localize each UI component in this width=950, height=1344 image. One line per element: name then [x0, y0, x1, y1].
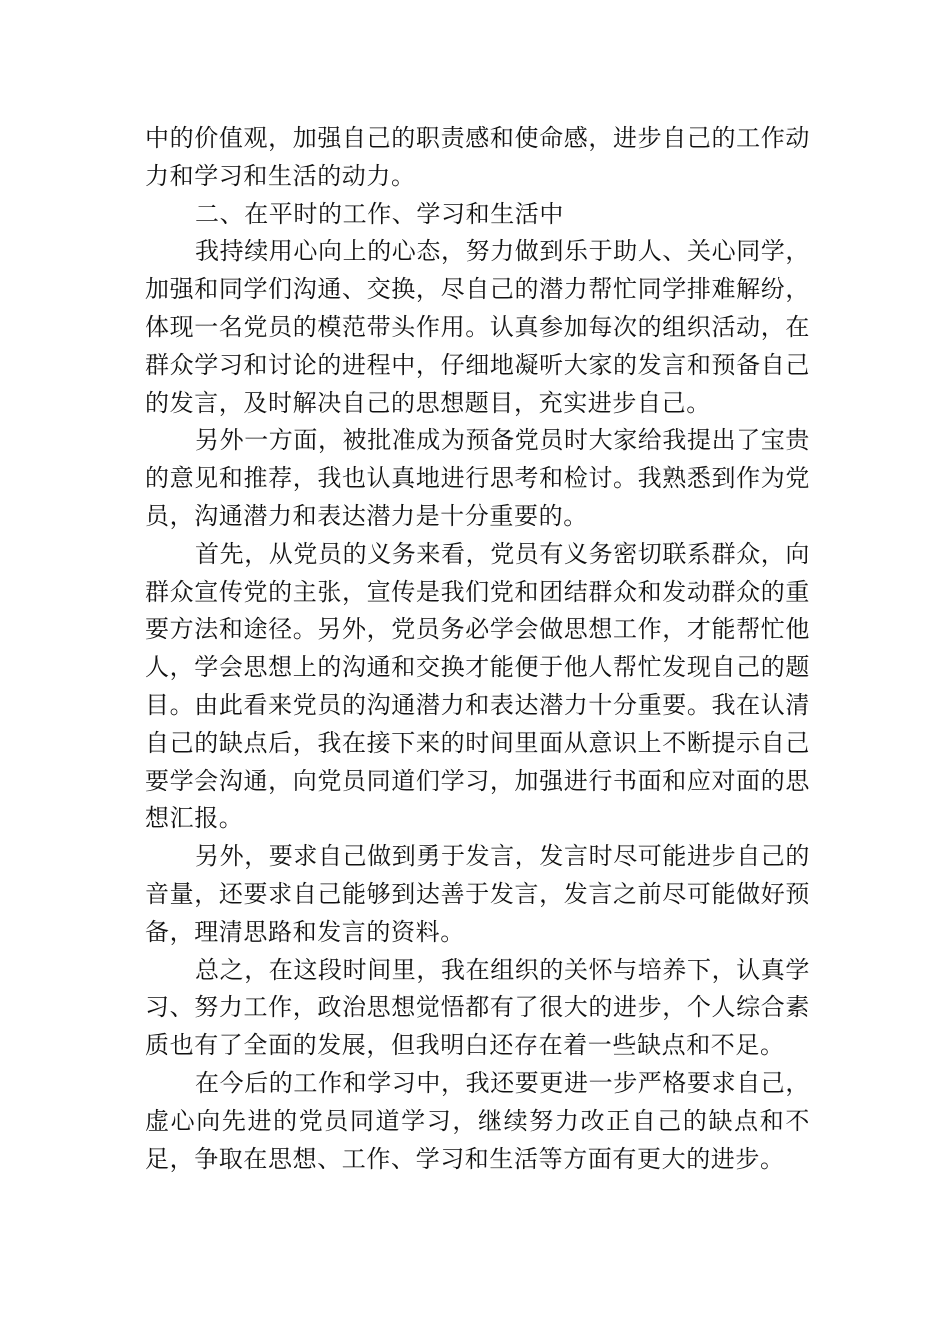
paragraph-speaking: 另外，要求自己做到勇于发言，发言时尽可能进步自己的音量，还要求自己能够到达善于发言，发言之前尽可能做好预备，理清思路和发言的资料。 [145, 842, 810, 946]
paragraph-duty: 首先，从党员的义务来看，党员有义务密切联系群众，向群众宣传党的主张，宣传是我们党和团结群众和发动群众的重要方法和途径。另外，党员务必学会做思想工作，才能帮忙他人，学会思想上的沟通和交换才能便于他人帮忙发现自己的题目。由此看来党员的沟通潜力和表达潜力十分重要。我在认清自己的缺点后，我在接下来的时间里面从意识上不断提示自己要学会沟通，向党员同道们学习，加强进行书面和应对面的思想汇报。 [145, 539, 810, 833]
document-page [145, 120, 810, 1178]
paragraph-summary: 总之，在这段时间里，我在组织的关怀与培养下，认真学习、努力工作，政治思想觉悟都有了很大的进步，个人综合素质也有了全面的发展，但我明白还存在着一些缺点和不足。 [145, 955, 810, 1060]
section-heading: 二、在平时的工作、学习和生活中 [195, 199, 564, 228]
paragraph-future: 在今后的工作和学习中，我还要更进一步严格要求自己，虚心向先进的党员同道学习，继续努力改正自己的缺点和不足，争取在思想、工作、学习和生活等方面有更大的进步。 [145, 1068, 810, 1173]
paragraph-attitude: 我持续用心向上的心态，努力做到乐于助人、关心同学，加强和同学们沟通、交换，尽自己的潜力帮忙同学排难解纷，体现一名党员的模范带头作用。认真参加每次的组织活动，在群众学习和讨论的进程中，仔细地凝听大家的发言和预备自己的发言，及时解决自己的思想题目，充实进步自己。 [145, 237, 810, 417]
paragraph-continuation: 中的价值观，加强自己的职责感和使命感，进步自己的工作动力和学习和生活的动力。 [145, 124, 810, 190]
paragraph-feedback: 另外一方面，被批准成为预备党员时大家给我提出了宝贵的意见和推荐，我也认真地进行思考和检讨。我熟悉到作为党员，沟通潜力和表达潜力是十分重要的。 [145, 426, 810, 530]
